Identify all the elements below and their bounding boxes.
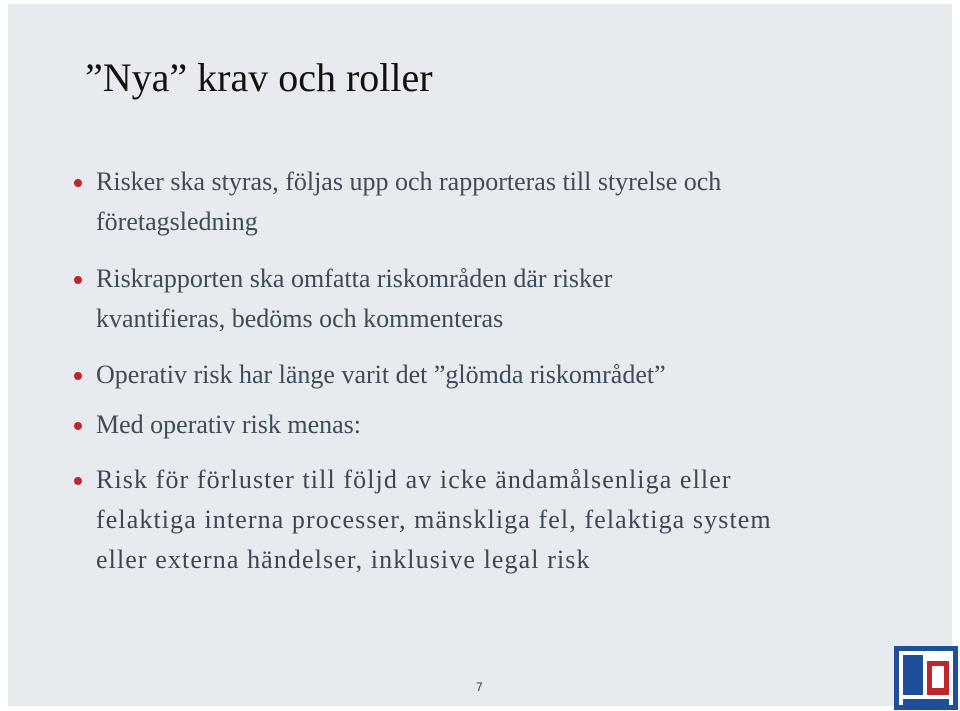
- page-number: 7: [476, 680, 483, 694]
- bullet-item: [74, 259, 894, 339]
- bullet-line: Risker ska styras, följas upp och rapporteras till styrelse och: [96, 167, 722, 196]
- bullet-marker-icon: [74, 179, 82, 187]
- bullet-line: Risk för förluster till följd av icke ändamålsenliga eller: [96, 465, 732, 494]
- bullet-line: företagsledning: [96, 207, 258, 236]
- bullet-marker-icon: [74, 276, 82, 284]
- bullet-item: [74, 405, 894, 445]
- company-logo-icon: [894, 646, 958, 710]
- bullet-item: [74, 460, 894, 580]
- bullet-line: Med operativ risk menas:: [96, 410, 361, 439]
- bullet-marker-icon: [74, 477, 82, 485]
- bullet-item: [74, 355, 894, 395]
- bullet-item: [74, 162, 894, 242]
- bullet-line: felaktiga interna processer, mänskliga fel, felaktiga system: [96, 505, 772, 534]
- bullet-line: eller externa händelser, inklusive legal risk: [96, 545, 591, 574]
- bullet-marker-icon: [74, 422, 82, 430]
- bullet-line: Riskrapporten ska omfatta riskområden där risker: [96, 264, 613, 293]
- slide-title: ”Nya” krav och roller: [85, 55, 433, 100]
- bullet-line: Operativ risk har länge varit det ”glömda riskområdet”: [96, 360, 666, 389]
- logo-base-bar: [903, 699, 949, 705]
- logo-blue-block: [903, 655, 923, 695]
- bullet-marker-icon: [74, 372, 82, 380]
- logo-white-notch: [932, 666, 944, 688]
- bullet-line: kvantifieras, bedöms och kommenteras: [96, 304, 504, 333]
